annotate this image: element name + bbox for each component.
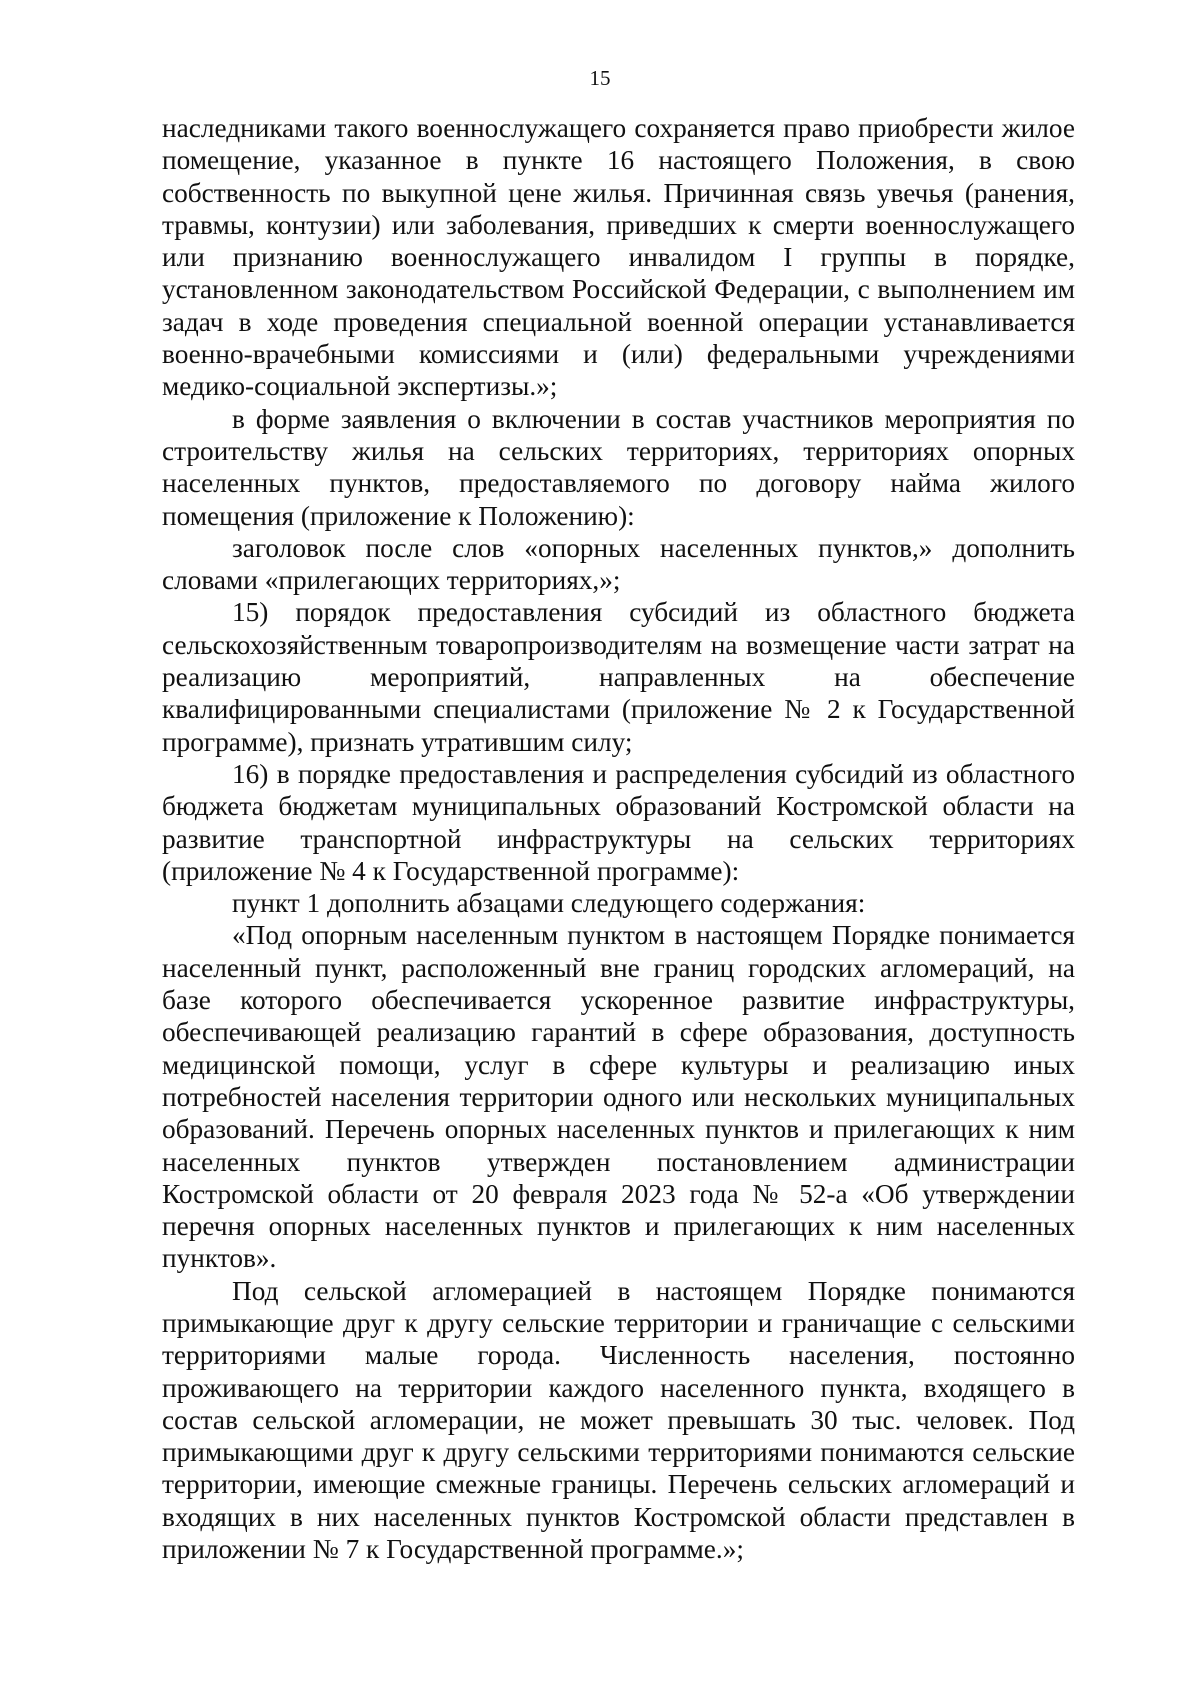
paragraph-item-15: 15) порядок предоставления субсидий из областного бюджета сельскохозяйственным товаропроизводителям на возмещение части затрат на реализацию мероприятий, направленных на обеспечение квалифицированными специалистами (приложение № 2 к Государственной программе), признать утратившим силу; (162, 597, 1075, 757)
paragraph-rural-agglomeration: Под сельской агломерацией в настоящем Порядке понимаются примыкающие друг к другу сельские территории и граничащие с сельскими территориями малые города. Численность населения, постоянно проживающего на территории каждого населенного пункта, входящего в состав сельской агломерации, не может превышать 30 тыс. человек. Под примыкающими друг к другу сельскими территориями понимаются сельские территории, имеющие смежные границы. Перечень сельских агломераций и входящих в них населенных пунктов Костромской области представлен в приложении № 7 к Государственной программе.»; (162, 1275, 1075, 1565)
paragraph-point-1: пункт 1 дополнить абзацами следующего содержания: (232, 888, 866, 919)
paragraph-heading-amendment: заголовок после слов «опорных населенных пунктов,» дополнить словами «прилегающих территориях,»; (162, 532, 1075, 596)
paragraph-item-16: 16) в порядке предоставления и распределения субсидий из областного бюджета бюджетам муниципальных образований Костромской области на развитие транспортной инфраструктуры на сельских территориях (приложение № 4 к Государственной программе): (162, 758, 1075, 886)
document-body (162, 112, 1075, 1565)
paragraph-continuation: наследниками такого военнослужащего сохраняется право приобрести жилое помещение, указанное в пункте 16 настоящего Положения, в свою собственность по выкупной цене жилья. Причинная связь увечья (ранения, травмы, контузии) или заболевания, приведших к смерти военнослужащего или признанию военнослужащего инвалидом I группы в порядке, установленном законодательством Российской Федерации, с выполнением им задач в ходе проведения специальной военной операции устанавливается военно-врачебными комиссиями и (или) федеральными учреждениями медико-социальной экспертизы.»; (162, 113, 1075, 402)
paragraph-reference-settlement: «Под опорным населенным пунктом в настоящем Порядке понимается населенный пункт, расположенный вне границ городских агломераций, на базе которого обеспечивается ускоренное развитие инфраструктуры, обеспечивающей реализацию гарантий в сфере образования, доступность медицинской помощи, услуг в сфере культуры и реализацию иных потребностей населения территории одного или нескольких муниципальных образований. Перечень опорных населенных пунктов и прилегающих к ним населенных пунктов утвержден постановлением администрации Костромской области от 20 февраля 2023 года № 52-а «Об утверждении перечня опорных населенных пунктов и прилегающих к ним населенных пунктов». (162, 920, 1075, 1274)
page-number: 15 (589, 66, 611, 90)
paragraph-application-form: в форме заявления о включении в состав участников мероприятия по строительству жилья на сельских территориях, территориях опорных населенных пунктов, предоставляемого по договору найма жилого помещения (приложение к Положению): (162, 403, 1075, 531)
